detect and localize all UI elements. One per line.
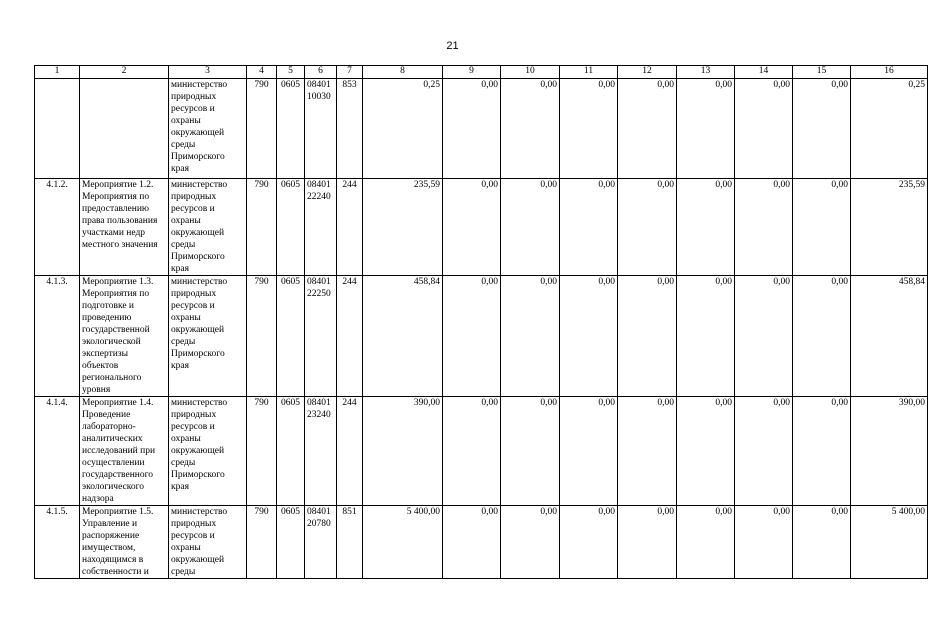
executor-cell: министерство природных ресурсов и охраны окружающей среды Приморского края <box>169 397 247 506</box>
value-cell: 0,00 <box>677 179 735 276</box>
column-header: 3 <box>169 66 247 79</box>
column-header: 15 <box>793 66 851 79</box>
value-cell: 0,00 <box>443 179 501 276</box>
column-header: 10 <box>501 66 560 79</box>
section-code-cell: 0605 <box>277 397 305 506</box>
section-code-cell: 0605 <box>277 276 305 397</box>
page-number: 21 <box>446 40 459 52</box>
executor-cell: министерство природных ресурсов и охраны окружающей среды Приморского края <box>169 179 247 276</box>
column-header: 8 <box>363 66 443 79</box>
target-code-cell: 08401 23240 <box>305 397 337 506</box>
total-value-cell: 0,25 <box>851 79 928 179</box>
value-cell: 0,00 <box>735 79 793 179</box>
activity-name-cell: Мероприятие 1.4. Проведение лабораторно-аналитических исследований при осуществлении государственного экологического надзора <box>80 397 169 506</box>
row-number-cell: 4.1.3. <box>35 276 80 397</box>
value-cell: 0,00 <box>735 179 793 276</box>
column-header: 1 <box>35 66 80 79</box>
value-cell: 0,00 <box>501 506 560 579</box>
activity-name-cell: Мероприятие 1.3. Мероприятия по подготовке и проведению государственной экологической экспертизы объектов регионального уровня <box>80 276 169 397</box>
value-cell: 0,00 <box>677 506 735 579</box>
column-header: 12 <box>618 66 677 79</box>
value-cell: 0,00 <box>618 79 677 179</box>
value-cell: 0,00 <box>677 276 735 397</box>
value-cell: 0,00 <box>501 397 560 506</box>
value-cell: 0,00 <box>735 506 793 579</box>
section-code-cell: 0605 <box>277 506 305 579</box>
value-cell: 0,00 <box>501 276 560 397</box>
value-cell: 0,00 <box>443 79 501 179</box>
table-row <box>35 79 928 179</box>
target-code-cell: 08401 22240 <box>305 179 337 276</box>
total-value-cell: 458,84 <box>851 276 928 397</box>
value-cell: 0,00 <box>618 506 677 579</box>
value-cell: 0,00 <box>501 79 560 179</box>
value-cell: 235,59 <box>363 179 443 276</box>
table-row <box>35 506 928 579</box>
value-cell: 0,00 <box>677 79 735 179</box>
grbs-code-cell: 790 <box>247 179 277 276</box>
executor-cell: министерство природных ресурсов и охраны окружающей среды <box>169 506 247 579</box>
table-row <box>35 276 928 397</box>
value-cell: 0,25 <box>363 79 443 179</box>
expense-type-cell: 851 <box>337 506 363 579</box>
column-header: 11 <box>560 66 618 79</box>
grbs-code-cell: 790 <box>247 276 277 397</box>
expense-type-cell: 244 <box>337 397 363 506</box>
value-cell: 0,00 <box>443 276 501 397</box>
executor-cell: министерство природных ресурсов и охраны окружающей среды Приморского края <box>169 79 247 179</box>
value-cell: 0,00 <box>560 506 618 579</box>
expense-type-cell: 244 <box>337 179 363 276</box>
column-header: 4 <box>247 66 277 79</box>
table-row <box>35 179 928 276</box>
total-value-cell: 390,00 <box>851 397 928 506</box>
value-cell: 0,00 <box>501 179 560 276</box>
value-cell: 0,00 <box>793 79 851 179</box>
activity-name-cell: Мероприятие 1.2. Мероприятия по предоставлению права пользования участками недр местного значения <box>80 179 169 276</box>
total-value-cell: 235,59 <box>851 179 928 276</box>
section-code-cell: 0605 <box>277 79 305 179</box>
value-cell: 0,00 <box>560 276 618 397</box>
value-cell: 0,00 <box>618 397 677 506</box>
value-cell: 0,00 <box>618 276 677 397</box>
expense-type-cell: 853 <box>337 79 363 179</box>
value-cell: 0,00 <box>560 397 618 506</box>
column-header: 2 <box>80 66 169 79</box>
grbs-code-cell: 790 <box>247 397 277 506</box>
header-row <box>35 66 928 79</box>
budget-table <box>34 65 928 579</box>
value-cell: 0,00 <box>677 397 735 506</box>
column-header: 7 <box>337 66 363 79</box>
value-cell: 0,00 <box>443 506 501 579</box>
value-cell: 0,00 <box>618 179 677 276</box>
column-header: 16 <box>851 66 928 79</box>
target-code-cell: 08401 10030 <box>305 79 337 179</box>
column-header: 5 <box>277 66 305 79</box>
value-cell: 0,00 <box>560 79 618 179</box>
value-cell: 0,00 <box>793 506 851 579</box>
column-header: 9 <box>443 66 501 79</box>
expense-type-cell: 244 <box>337 276 363 397</box>
value-cell: 390,00 <box>363 397 443 506</box>
column-header: 6 <box>305 66 337 79</box>
executor-cell: министерство природных ресурсов и охраны окружающей среды Приморского края <box>169 276 247 397</box>
column-header: 13 <box>677 66 735 79</box>
activity-name-cell <box>80 79 169 179</box>
total-value-cell: 5 400,00 <box>851 506 928 579</box>
value-cell: 0,00 <box>443 397 501 506</box>
row-number-cell <box>35 79 80 179</box>
value-cell: 0,00 <box>793 276 851 397</box>
value-cell: 0,00 <box>560 179 618 276</box>
grbs-code-cell: 790 <box>247 79 277 179</box>
target-code-cell: 08401 20780 <box>305 506 337 579</box>
value-cell: 458,84 <box>363 276 443 397</box>
grbs-code-cell: 790 <box>247 506 277 579</box>
value-cell: 0,00 <box>735 397 793 506</box>
value-cell: 5 400,00 <box>363 506 443 579</box>
column-header: 14 <box>735 66 793 79</box>
row-number-cell: 4.1.5. <box>35 506 80 579</box>
section-code-cell: 0605 <box>277 179 305 276</box>
value-cell: 0,00 <box>793 179 851 276</box>
target-code-cell: 08401 22250 <box>305 276 337 397</box>
row-number-cell: 4.1.2. <box>35 179 80 276</box>
table-row <box>35 397 928 506</box>
row-number-cell: 4.1.4. <box>35 397 80 506</box>
value-cell: 0,00 <box>793 397 851 506</box>
activity-name-cell: Мероприятие 1.5. Управление и распоряжение имуществом, находящимся в собственности и <box>80 506 169 579</box>
value-cell: 0,00 <box>735 276 793 397</box>
